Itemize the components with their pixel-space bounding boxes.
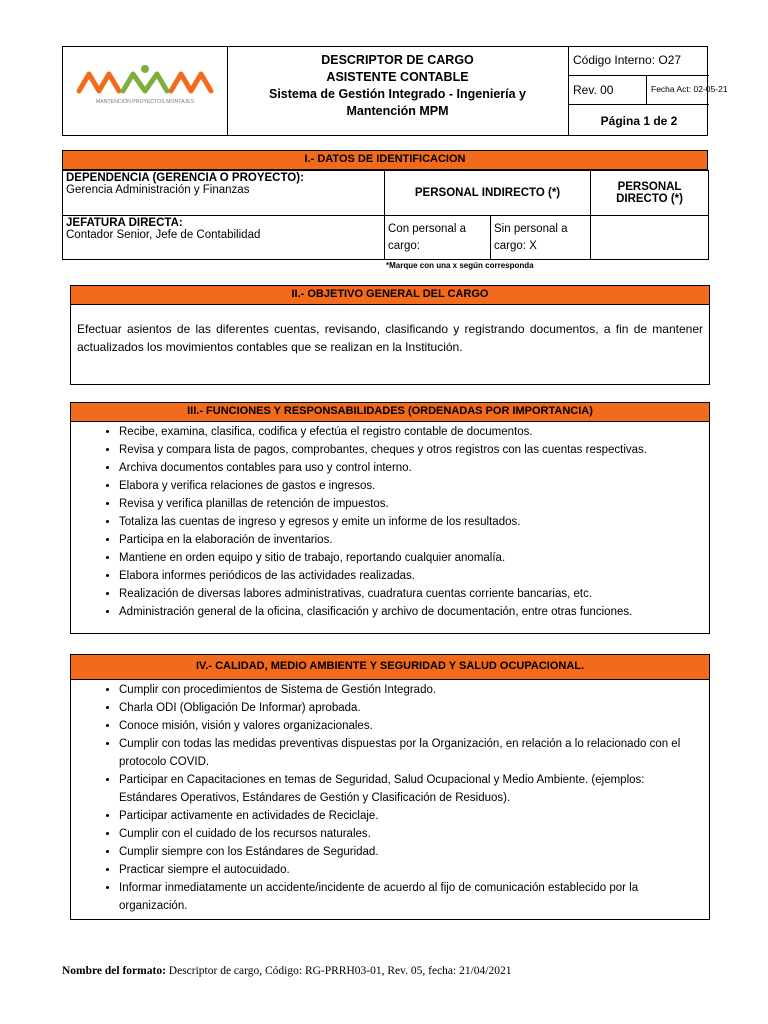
document-title xyxy=(227,47,569,135)
section-funciones xyxy=(70,402,710,634)
list-item: • Cumplir con el cuidado de los recursos naturales. xyxy=(119,825,703,843)
list-item: • Recibe, examina, clasifica, codifica y efectúa el registro contable de documentos. xyxy=(119,423,709,441)
list-item: • Cumplir con procedimientos de Sistema de Gestión Integrado. xyxy=(119,681,703,699)
fecha-actualizacion: Fecha Act: 02-05-21 xyxy=(647,76,709,105)
dependencia-cell xyxy=(63,171,385,216)
mpm-logo-icon xyxy=(63,47,227,135)
logo-caption: MANTENCIÓN PROYECTOS MONTAJES xyxy=(95,99,195,105)
list-item: • Administración general de la oficina, clasificación y archivo de documentación, entre otras funciones. xyxy=(119,603,709,621)
objetivo-text: Efectuar asientos de las diferentes cuentas, revisando, clasificando y registrando documentos, a fin de mantener actualizados los movimientos contables que se realizan en la Institución. xyxy=(77,322,703,354)
list-item: • Participar activamente en actividades de Reciclaje. xyxy=(119,807,703,825)
list-item: • Mantiene en orden equipo y sitio de trabajo, reportando cualquier anomalía. xyxy=(119,549,709,567)
format-footer xyxy=(62,965,512,977)
company-logo xyxy=(63,47,228,135)
page-number: Página 1 de 2 xyxy=(600,114,678,128)
list-item: • Totaliza las cuentas de ingreso y egresos y emite un informe de los resultados. xyxy=(119,513,709,531)
section-4-title: IV.- CALIDAD, MEDIO AMBIENTE Y SEGURIDAD Y SALUD OCUPACIONAL. xyxy=(71,655,709,680)
title-line-4: Mantención MPM xyxy=(346,104,449,118)
section-identificacion xyxy=(62,150,708,260)
title-line-3: Sistema de Gestión Integrado - Ingeniería y xyxy=(268,87,526,101)
list-item: • Cumplir siempre con los Estándares de Seguridad. xyxy=(119,843,703,861)
document-header xyxy=(62,46,728,136)
document-meta xyxy=(569,47,728,135)
jefatura-cell xyxy=(63,216,385,260)
codigo-interno: Código Interno: O27 xyxy=(569,47,709,76)
list-item: • Charla ODI (Obligación De Informar) aprobada. xyxy=(119,699,703,717)
jefatura-label: JEFATURA DIRECTA: xyxy=(66,217,183,229)
list-item: • Elabora informes periódicos de las actividades realizadas. xyxy=(119,567,709,585)
list-item: • Informar inmediatamente un accidente/incidente de acuerdo al fijo de comunicación establecido por la organización. xyxy=(119,879,703,915)
section-2-title: II.- OBJETIVO GENERAL DEL CARGO xyxy=(71,286,709,305)
sin-personal-cell: Sin personal a cargo: X xyxy=(491,216,591,260)
list-item: • Participar en Capacitaciones en temas de Seguridad, Salud Ocupacional y Medio Ambiente. (ejemplos: Estándares Operativos, Estándares de Gestión y Clasificación de Residuos). xyxy=(119,771,703,807)
list-item: • Practicar siempre el autocuidado. xyxy=(119,861,703,879)
personal-directo: PERSONAL DIRECTO (*) xyxy=(591,171,709,216)
list-item: • Revisa y verifica planillas de retención de impuestos. xyxy=(119,495,709,513)
marking-note: *Marque con una x según corresponda xyxy=(386,261,534,270)
identificacion-table xyxy=(62,170,709,260)
section-objetivo xyxy=(70,285,710,385)
list-item: • Elabora y verifica relaciones de gastos e ingresos. xyxy=(119,477,709,495)
list-item: • Archiva documentos contables para uso y control interno. xyxy=(119,459,709,477)
list-item: • Revisa y compara lista de pagos, comprobantes, cheques y otros registros con las cuentas respectivas. xyxy=(119,441,709,459)
con-personal-cell: Con personal a cargo: xyxy=(385,216,491,260)
dependencia-label: DEPENDENCIA (GERENCIA O PROYECTO): xyxy=(66,172,304,184)
section-3-title: III.- FUNCIONES Y RESPONSABILIDADES (ORDENADAS POR IMPORTANCIA) xyxy=(71,403,709,422)
footer-value: Descriptor de cargo, Código: RG-PRRH03-01, Rev. 05, fecha: 21/04/2021 xyxy=(165,965,512,977)
list-item: • Conoce misión, visión y valores organizacionales. xyxy=(119,717,703,735)
dependencia-value: Gerencia Administración y Finanzas xyxy=(66,184,250,196)
revision: Rev. 00 xyxy=(569,76,647,105)
footer-label: Nombre del formato: xyxy=(62,965,166,977)
title-line-2: ASISTENTE CONTABLE xyxy=(326,70,469,84)
section-calidad xyxy=(70,654,710,920)
list-item: • Realización de diversas labores administrativas, cuadratura cuentas corriente bancarias, etc. xyxy=(119,585,709,603)
personal-indirecto: PERSONAL INDIRECTO (*) xyxy=(385,171,591,216)
jefatura-value: Contador Senior, Jefe de Contabilidad xyxy=(66,229,261,241)
directo-empty-cell xyxy=(591,216,709,260)
list-item: • Participa en la elaboración de inventarios. xyxy=(119,531,709,549)
section-1-title: I.- DATOS DE IDENTIFICACION xyxy=(62,150,708,170)
funciones-list xyxy=(71,423,709,621)
list-item: • Cumplir con todas las medidas preventivas dispuestas por la Organización, en relación a lo relacionado con el protocolo COVID. xyxy=(119,735,703,771)
calidad-list xyxy=(71,681,709,915)
title-line-1: DESCRIPTOR DE CARGO xyxy=(321,53,474,67)
